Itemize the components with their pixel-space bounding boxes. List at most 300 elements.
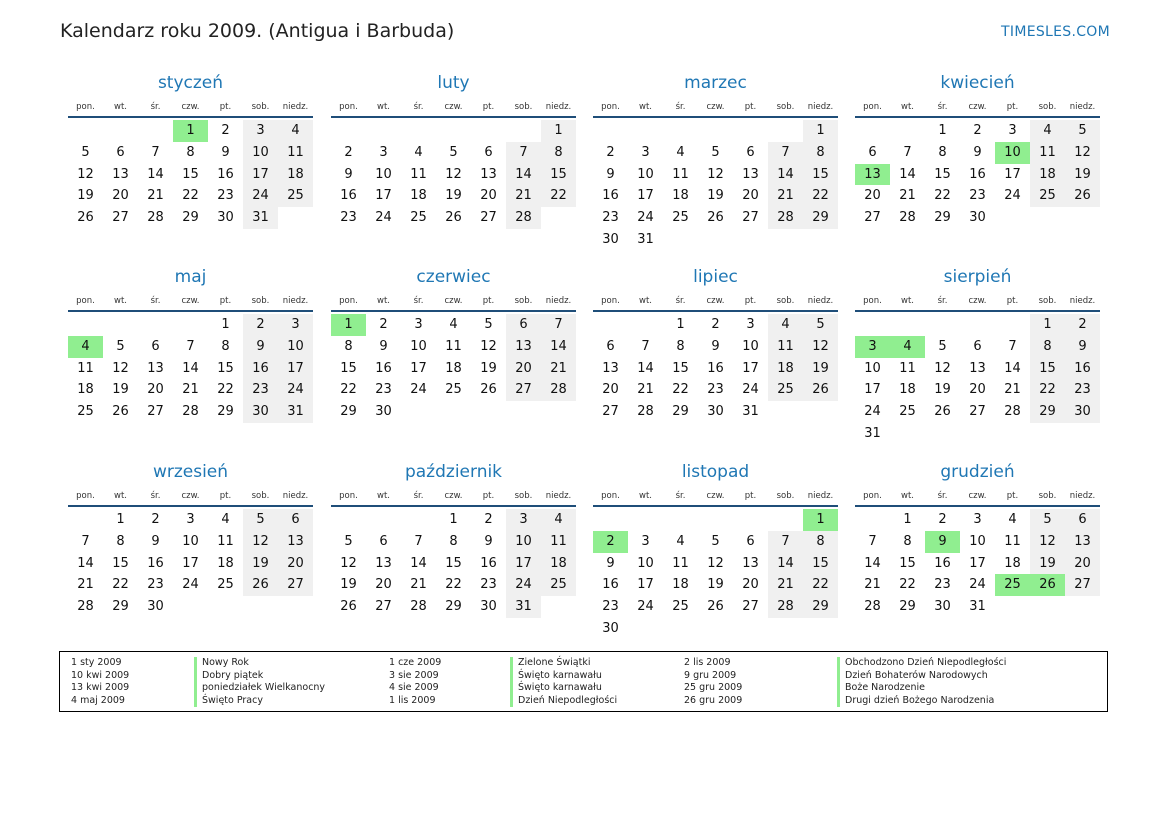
day-cell: 3: [746, 317, 755, 332]
day-cell: 13: [506, 336, 541, 358]
days-grid: [331, 509, 576, 618]
day-cell: 2: [938, 512, 947, 527]
day-cell: 22: [803, 185, 838, 207]
legend-holiday-name: Święto karnawału: [518, 682, 602, 693]
day-cell: 17: [410, 360, 427, 376]
day-cell: 29: [934, 210, 951, 226]
weekday-label: pt.: [1006, 296, 1019, 306]
day-cell: 30: [147, 599, 164, 615]
weekday-label: pt.: [482, 102, 495, 112]
day-cell: 13: [742, 166, 759, 182]
empty-cell: [995, 314, 1030, 336]
month-block: [593, 266, 838, 423]
day-cell: 9: [221, 144, 230, 160]
day-cell: 20: [864, 188, 881, 204]
weekday-header: [855, 294, 1100, 312]
day-cell: 21: [541, 358, 576, 380]
empty-cell: [663, 509, 698, 531]
empty-cell: [890, 314, 925, 336]
day-cell: 2: [1065, 314, 1100, 336]
day-cell: 17: [182, 555, 199, 571]
day-cell: 30: [602, 231, 619, 247]
legend-holiday-name: Święto Pracy: [202, 694, 263, 706]
day-cell: 3: [414, 317, 423, 332]
day-cell: 26: [243, 574, 278, 596]
day-cell: 18: [77, 382, 94, 398]
day-cell: 25: [672, 599, 689, 615]
day-cell: 2: [151, 512, 160, 527]
weekday-label: pt.: [1006, 102, 1019, 112]
empty-cell: [768, 120, 803, 142]
legend-holiday-name: Święto karnawału: [518, 669, 602, 681]
days-grid: [855, 120, 1100, 229]
day-cell: 20: [742, 188, 759, 204]
weekday-label: niedz.: [545, 296, 572, 306]
legend-dates-1: [71, 657, 129, 707]
day-cell: 9: [344, 166, 353, 182]
day-cell: 24: [637, 599, 654, 615]
weekday-label: pt.: [744, 102, 757, 112]
weekday-label: niedz.: [282, 102, 309, 112]
day-cell: 12: [340, 555, 357, 571]
day-cell: 23: [375, 382, 392, 398]
day-cell: 14: [899, 166, 916, 182]
weekday-label: wt.: [901, 296, 914, 306]
day-cell: 25: [217, 577, 234, 593]
day-cell: 5: [711, 144, 720, 160]
empty-cell: [593, 509, 628, 531]
day-cell: 11: [899, 360, 916, 376]
day-cell: 11: [541, 531, 576, 553]
day-cell: 15: [1030, 358, 1065, 380]
day-cell: 15: [340, 360, 357, 376]
holiday-day-cell: 26: [1030, 574, 1065, 596]
day-cell: 21: [637, 382, 654, 398]
day-cell: 31: [243, 207, 278, 229]
legend-date: 26 gru 2009: [684, 694, 743, 706]
day-cell: 9: [711, 338, 720, 354]
day-cell: 8: [541, 142, 576, 164]
day-cell: 26: [1065, 185, 1100, 207]
day-cell: 30: [375, 404, 392, 420]
day-cell: 24: [243, 185, 278, 207]
day-cell: 17: [742, 360, 759, 376]
weekday-label: sob.: [1038, 491, 1057, 501]
empty-cell: [68, 314, 103, 336]
day-cell: 6: [973, 338, 982, 354]
day-cell: 23: [340, 210, 357, 226]
day-cell: 25: [541, 574, 576, 596]
legend-date: 13 kwi 2009: [71, 682, 130, 693]
day-cell: 19: [480, 360, 497, 376]
day-cell: 20: [742, 577, 759, 593]
day-cell: 18: [410, 188, 427, 204]
holiday-day-cell: 4: [890, 336, 925, 358]
legend-date: 2 lis 2009: [684, 657, 731, 668]
day-cell: 28: [506, 207, 541, 229]
day-cell: 16: [375, 360, 392, 376]
day-cell: 22: [445, 577, 462, 593]
day-cell: 27: [969, 404, 986, 420]
day-cell: 6: [746, 533, 755, 549]
day-cell: 21: [899, 188, 916, 204]
weekday-label: sob.: [514, 491, 533, 501]
weekday-label: pt.: [219, 102, 232, 112]
day-cell: 23: [147, 577, 164, 593]
day-cell: 12: [112, 360, 129, 376]
day-cell: 21: [77, 577, 94, 593]
day-cell: 16: [934, 555, 951, 571]
legend-names-3: [837, 657, 1006, 707]
empty-cell: [628, 120, 663, 142]
weekday-label: sob.: [251, 491, 270, 501]
day-cell: 15: [803, 164, 838, 186]
empty-cell: [331, 509, 366, 531]
day-cell: 27: [742, 599, 759, 615]
day-cell: 19: [1065, 164, 1100, 186]
month-name: kwiecień: [940, 73, 1015, 93]
day-cell: 20: [969, 382, 986, 398]
month-block: [68, 266, 313, 423]
day-cell: 25: [278, 185, 313, 207]
day-cell: 9: [606, 166, 615, 182]
day-cell: 14: [768, 164, 803, 186]
day-cell: 5: [938, 338, 947, 354]
empty-cell: [103, 120, 138, 142]
day-cell: 7: [768, 142, 803, 164]
day-cell: 28: [182, 404, 199, 420]
legend-holiday-name: Dobry piątek: [202, 669, 264, 681]
day-cell: 13: [147, 360, 164, 376]
weekday-label: pt.: [482, 491, 495, 501]
day-cell: 10: [243, 142, 278, 164]
empty-cell: [366, 509, 401, 531]
weekday-label: pt.: [219, 491, 232, 501]
weekday-label: czw.: [444, 296, 463, 306]
day-cell: 30: [602, 620, 619, 636]
day-cell: 1: [449, 512, 458, 527]
weekday-header: [68, 100, 313, 118]
day-cell: 3: [641, 144, 650, 160]
weekday-label: pt.: [219, 296, 232, 306]
holiday-day-cell: 13: [855, 164, 890, 186]
day-cell: 5: [1030, 509, 1065, 531]
month-block: [855, 72, 1100, 229]
page-title: Kalendarz roku 2009. (Antigua i Barbuda): [60, 20, 455, 42]
day-cell: 8: [903, 533, 912, 549]
empty-cell: [925, 314, 960, 336]
day-cell: 11: [672, 555, 689, 571]
day-cell: 10: [637, 166, 654, 182]
day-cell: 8: [186, 144, 195, 160]
day-cell: 7: [1008, 338, 1017, 354]
day-cell: 30: [1065, 401, 1100, 423]
weekday-label: niedz.: [807, 296, 834, 306]
day-cell: 16: [707, 360, 724, 376]
day-cell: 21: [506, 185, 541, 207]
day-cell: 13: [602, 360, 619, 376]
day-cell: 17: [243, 164, 278, 186]
day-cell: 17: [637, 577, 654, 593]
day-cell: 5: [1065, 120, 1100, 142]
weekday-label: niedz.: [1069, 102, 1096, 112]
days-grid: [68, 314, 313, 423]
weekday-label: pon.: [601, 491, 620, 501]
day-cell: 3: [243, 120, 278, 142]
weekday-label: niedz.: [545, 102, 572, 112]
weekday-label: wt.: [901, 102, 914, 112]
legend-holiday-name: Drugi dzień Bożego Narodzenia: [845, 694, 995, 706]
weekday-label: śr.: [413, 296, 424, 306]
empty-cell: [173, 314, 208, 336]
day-cell: 1: [221, 317, 230, 332]
day-cell: 17: [864, 382, 881, 398]
days-grid: [68, 120, 313, 229]
day-cell: 19: [445, 188, 462, 204]
day-cell: 13: [1065, 531, 1100, 553]
day-cell: 19: [1030, 553, 1065, 575]
day-cell: 28: [77, 599, 94, 615]
day-cell: 29: [899, 599, 916, 615]
weekday-label: wt.: [377, 296, 390, 306]
day-cell: 19: [340, 577, 357, 593]
day-cell: 5: [711, 533, 720, 549]
day-cell: 14: [147, 166, 164, 182]
day-cell: 14: [864, 555, 881, 571]
weekday-label: czw.: [968, 491, 987, 501]
day-cell: 25: [1030, 185, 1065, 207]
month-name: lipiec: [693, 267, 738, 287]
day-cell: 6: [1065, 509, 1100, 531]
day-cell: 8: [116, 533, 125, 549]
weekday-header: [855, 489, 1100, 507]
day-cell: 26: [934, 404, 951, 420]
weekday-label: czw.: [444, 102, 463, 112]
empty-cell: [471, 120, 506, 142]
day-cell: 7: [541, 314, 576, 336]
day-cell: 10: [182, 533, 199, 549]
legend-date: 3 sie 2009: [389, 669, 439, 681]
day-cell: 16: [602, 577, 619, 593]
day-cell: 20: [480, 188, 497, 204]
day-cell: 24: [637, 210, 654, 226]
empty-cell: [593, 314, 628, 336]
day-cell: 27: [112, 210, 129, 226]
day-cell: 15: [217, 360, 234, 376]
day-cell: 23: [1065, 379, 1100, 401]
weekday-label: sob.: [1038, 102, 1057, 112]
day-cell: 21: [768, 185, 803, 207]
day-cell: 8: [1030, 336, 1065, 358]
day-cell: 2: [379, 317, 388, 332]
day-cell: 18: [1004, 555, 1021, 571]
legend-holiday-name: Dzień Bohaterów Narodowych: [845, 669, 988, 681]
day-cell: 24: [375, 210, 392, 226]
days-grid: [331, 120, 576, 229]
day-cell: 25: [410, 210, 427, 226]
weekday-label: czw.: [444, 491, 463, 501]
day-cell: 9: [243, 336, 278, 358]
day-cell: 6: [484, 144, 493, 160]
day-cell: 4: [449, 317, 458, 332]
day-cell: 13: [375, 555, 392, 571]
empty-cell: [698, 120, 733, 142]
weekday-label: wt.: [114, 491, 127, 501]
legend-holiday-name: poniedziałek Wielkanocny: [202, 682, 326, 693]
day-cell: 29: [182, 210, 199, 226]
day-cell: 15: [803, 553, 838, 575]
holiday-day-cell: 3: [855, 336, 890, 358]
day-cell: 28: [768, 207, 803, 229]
weekday-label: śr.: [675, 296, 686, 306]
day-cell: 20: [278, 553, 313, 575]
day-cell: 27: [147, 404, 164, 420]
day-cell: 1: [541, 120, 576, 142]
day-cell: 6: [606, 338, 615, 354]
day-cell: 25: [672, 210, 689, 226]
day-cell: 24: [864, 404, 881, 420]
day-cell: 11: [1030, 142, 1065, 164]
day-cell: 12: [934, 360, 951, 376]
day-cell: 22: [934, 188, 951, 204]
day-cell: 11: [672, 166, 689, 182]
day-cell: 23: [602, 210, 619, 226]
weekday-header: [855, 100, 1100, 118]
day-cell: 1: [938, 123, 947, 138]
empty-cell: [628, 314, 663, 336]
holiday-day-cell: 1: [173, 120, 208, 142]
site-link[interactable]: TIMESLES.COM: [1001, 24, 1110, 40]
day-cell: 10: [742, 338, 759, 354]
weekday-label: pt.: [482, 296, 495, 306]
month-name: wrzesień: [152, 462, 229, 482]
month-block: [331, 266, 576, 423]
day-cell: 10: [375, 166, 392, 182]
day-cell: 25: [899, 404, 916, 420]
day-cell: 12: [480, 338, 497, 354]
empty-cell: [103, 314, 138, 336]
day-cell: 15: [182, 166, 199, 182]
day-cell: 5: [81, 144, 90, 160]
empty-cell: [663, 120, 698, 142]
empty-cell: [698, 509, 733, 531]
day-cell: 27: [1065, 574, 1100, 596]
day-cell: 24: [278, 379, 313, 401]
day-cell: 28: [768, 596, 803, 618]
day-cell: 3: [973, 512, 982, 527]
day-cell: 19: [934, 382, 951, 398]
legend-holiday-name: Zielone Świątki: [518, 657, 591, 668]
weekday-label: pon.: [339, 296, 358, 306]
weekday-label: śr.: [150, 491, 161, 501]
day-cell: 21: [864, 577, 881, 593]
day-cell: 16: [1065, 358, 1100, 380]
weekday-label: wt.: [377, 491, 390, 501]
legend-date: 1 lis 2009: [389, 694, 436, 706]
day-cell: 4: [676, 144, 685, 160]
empty-cell: [506, 120, 541, 142]
empty-cell: [401, 509, 436, 531]
day-cell: 2: [606, 144, 615, 160]
day-cell: 27: [375, 599, 392, 615]
day-cell: 24: [506, 574, 541, 596]
weekday-label: pon.: [76, 102, 95, 112]
day-cell: 24: [182, 577, 199, 593]
weekday-label: czw.: [181, 296, 200, 306]
days-grid: [593, 120, 838, 251]
weekday-label: niedz.: [1069, 491, 1096, 501]
day-cell: 3: [641, 533, 650, 549]
weekday-label: wt.: [901, 491, 914, 501]
day-cell: 5: [484, 317, 493, 332]
empty-cell: [855, 120, 890, 142]
day-cell: 7: [903, 144, 912, 160]
day-cell: 29: [112, 599, 129, 615]
day-cell: 19: [112, 382, 129, 398]
day-cell: 5: [344, 533, 353, 549]
weekday-label: pt.: [744, 491, 757, 501]
day-cell: 20: [602, 382, 619, 398]
day-cell: 15: [899, 555, 916, 571]
month-name: grudzień: [940, 462, 1015, 482]
day-cell: 2: [973, 123, 982, 138]
day-cell: 4: [414, 144, 423, 160]
day-cell: 23: [934, 577, 951, 593]
day-cell: 6: [868, 144, 877, 160]
days-grid: [855, 314, 1100, 445]
day-cell: 16: [147, 555, 164, 571]
day-cell: 21: [1004, 382, 1021, 398]
day-cell: 18: [672, 188, 689, 204]
weekday-label: niedz.: [807, 491, 834, 501]
weekday-label: czw.: [968, 296, 987, 306]
weekday-label: pt.: [744, 296, 757, 306]
day-cell: 17: [278, 358, 313, 380]
weekday-label: niedz.: [1069, 296, 1096, 306]
month-block: [68, 461, 313, 618]
day-cell: 22: [541, 185, 576, 207]
day-cell: 16: [243, 358, 278, 380]
month-block: [331, 72, 576, 229]
day-cell: 18: [278, 164, 313, 186]
weekday-label: pon.: [863, 102, 882, 112]
empty-cell: [436, 120, 471, 142]
empty-cell: [593, 120, 628, 142]
empty-cell: [401, 120, 436, 142]
day-cell: 28: [541, 379, 576, 401]
weekday-label: sob.: [514, 296, 533, 306]
holiday-day-cell: 1: [331, 314, 366, 336]
weekday-label: wt.: [639, 102, 652, 112]
day-cell: 17: [1004, 166, 1021, 182]
legend-date: 1 cze 2009: [389, 657, 442, 668]
day-cell: 7: [641, 338, 650, 354]
day-cell: 7: [506, 142, 541, 164]
weekday-label: niedz.: [545, 491, 572, 501]
weekday-label: pon.: [863, 296, 882, 306]
legend-dates-3: [684, 657, 742, 707]
month-name: marzec: [684, 73, 747, 93]
weekday-label: śr.: [413, 491, 424, 501]
day-cell: 23: [602, 599, 619, 615]
weekday-header: [331, 294, 576, 312]
day-cell: 12: [1065, 142, 1100, 164]
day-cell: 26: [112, 404, 129, 420]
day-cell: 5: [449, 144, 458, 160]
day-cell: 15: [445, 555, 462, 571]
weekday-label: śr.: [150, 296, 161, 306]
day-cell: 28: [864, 599, 881, 615]
